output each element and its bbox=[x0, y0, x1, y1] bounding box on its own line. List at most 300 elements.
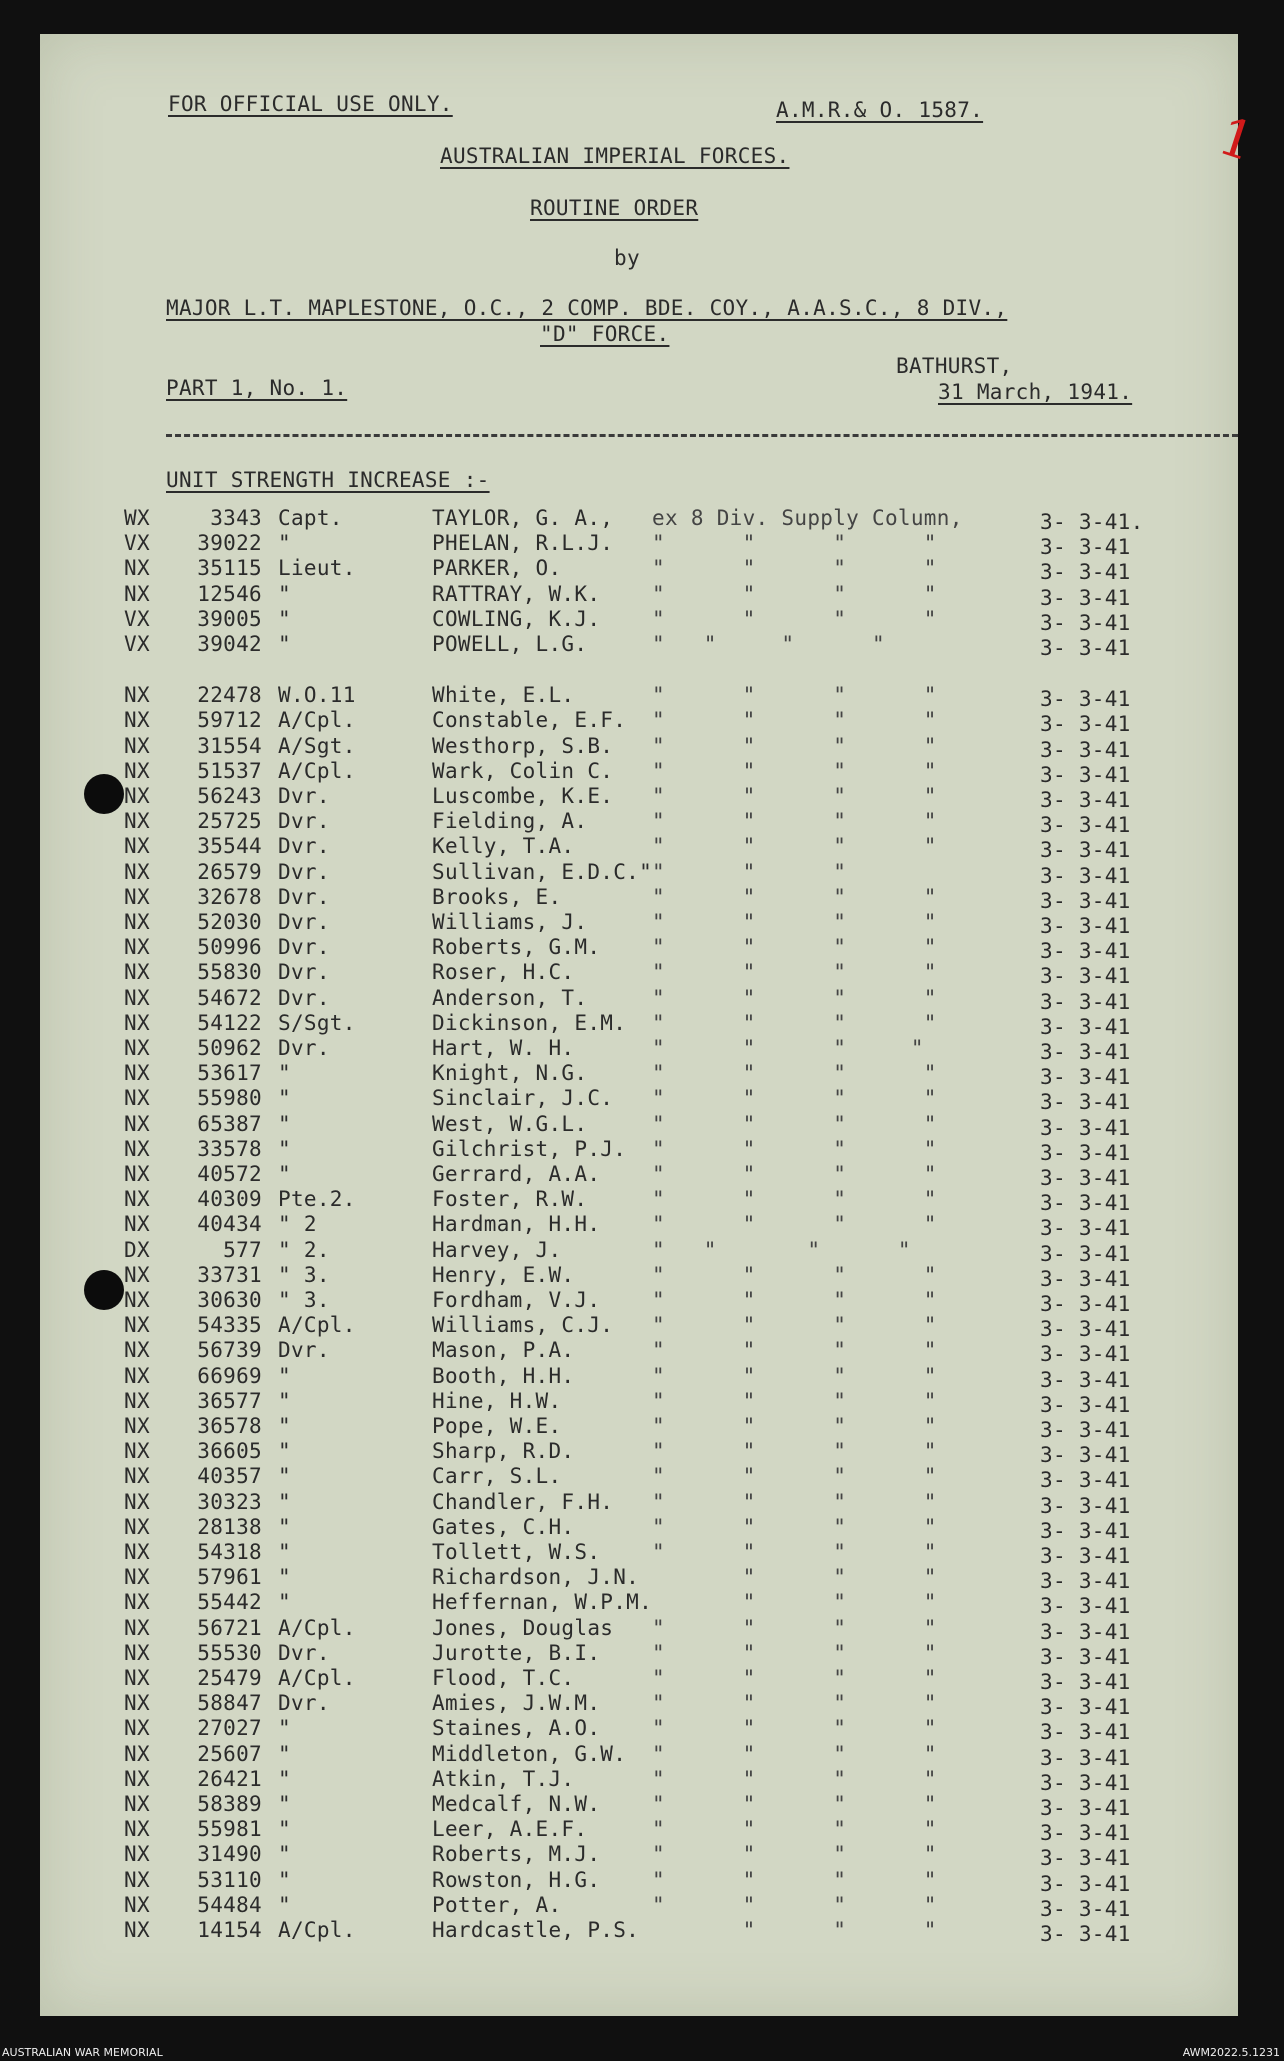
cell-remark: " " " " bbox=[652, 1817, 937, 1841]
cell-number: 35544 bbox=[197, 834, 262, 858]
cell-name: Brooks, E. bbox=[432, 885, 562, 909]
cell-rank: " 2. bbox=[278, 1238, 330, 1262]
cell-number: 54122 bbox=[197, 1011, 262, 1035]
cell-remark: " " " " bbox=[652, 1389, 937, 1413]
cell-rank: " bbox=[278, 531, 291, 555]
cell-date: 3- 3-41 bbox=[1040, 1393, 1131, 1417]
cell-remark: " " " " bbox=[652, 1490, 937, 1514]
cell-remark: " " " " bbox=[652, 683, 937, 707]
cell-date: 3- 3-41 bbox=[1040, 1065, 1131, 1089]
cell-date: 3- 3-41 bbox=[1040, 1242, 1131, 1266]
cell-rank: " bbox=[278, 1364, 291, 1388]
cell-remark: " " " " bbox=[652, 1767, 937, 1791]
cell-date: 3- 3-41 bbox=[1040, 838, 1131, 862]
cell-prefix: NX bbox=[124, 708, 150, 732]
cell-remark: " " " " bbox=[652, 1540, 937, 1564]
cell-rank: " 3. bbox=[278, 1263, 330, 1287]
cell-prefix: NX bbox=[124, 1414, 150, 1438]
cell-rank: " bbox=[278, 1464, 291, 1488]
cell-rank: " bbox=[278, 1767, 291, 1791]
cell-prefix: NX bbox=[124, 759, 150, 783]
cell-rank: " bbox=[278, 1540, 291, 1564]
cell-rank: A/Sgt. bbox=[278, 734, 356, 758]
cell-name: Sullivan, E.D.C." bbox=[432, 860, 653, 884]
cell-date: 3- 3-41 bbox=[1040, 1695, 1131, 1719]
cell-date: 3- 3-41 bbox=[1040, 964, 1131, 988]
cell-remark: " " " " bbox=[652, 1439, 937, 1463]
cell-rank: " bbox=[278, 1490, 291, 1514]
cell-date: 3- 3-41 bbox=[1040, 636, 1131, 660]
cell-name: Gates, C.H. bbox=[432, 1515, 575, 1539]
cell-number: 66969 bbox=[197, 1364, 262, 1388]
cell-rank: W.O.11 bbox=[278, 683, 356, 707]
cell-rank: " bbox=[278, 1389, 291, 1413]
cell-name: Fielding, A. bbox=[432, 809, 588, 833]
cell-remark: ex 8 Div. Supply Column, bbox=[652, 506, 963, 530]
cell-remark: " " " " bbox=[652, 1792, 937, 1816]
cell-date: 3- 3-41 bbox=[1040, 1141, 1131, 1165]
cell-number: 36577 bbox=[197, 1389, 262, 1413]
cell-remark: " " " " bbox=[652, 1666, 937, 1690]
part-number: PART 1, No. 1. bbox=[166, 376, 348, 400]
cell-remark: " " " " bbox=[652, 607, 937, 631]
cell-date: 3- 3-41 bbox=[1040, 1267, 1131, 1291]
cell-date: 3- 3-41 bbox=[1040, 1317, 1131, 1341]
cell-prefix: NX bbox=[124, 1187, 150, 1211]
cell-name: Mason, P.A. bbox=[432, 1338, 575, 1362]
cell-name: Chandler, F.H. bbox=[432, 1490, 614, 1514]
cell-date: 3- 3-41 bbox=[1040, 1821, 1131, 1845]
cell-prefix: NX bbox=[124, 1767, 150, 1791]
cell-name: Roberts, G.M. bbox=[432, 935, 601, 959]
cell-rank: " 2 bbox=[278, 1212, 317, 1236]
cell-date: 3- 3-41 bbox=[1040, 1292, 1131, 1316]
cell-remark: " " " " bbox=[652, 1112, 937, 1136]
cell-rank: A/Cpl. bbox=[278, 759, 356, 783]
cell-number: 32678 bbox=[197, 885, 262, 909]
cell-number: 39042 bbox=[197, 632, 262, 656]
cell-remark: " " " " bbox=[652, 1691, 937, 1715]
cell-rank: A/Cpl. bbox=[278, 1616, 356, 1640]
cell-number: 57961 bbox=[197, 1565, 262, 1589]
cell-rank: " bbox=[278, 607, 291, 631]
cell-rank: A/Cpl. bbox=[278, 1666, 356, 1690]
cell-name: Rowston, H.G. bbox=[432, 1868, 601, 1892]
cell-number: 40357 bbox=[197, 1464, 262, 1488]
by-label: by bbox=[614, 246, 640, 270]
cell-rank: Dvr. bbox=[278, 885, 330, 909]
cell-name: Harvey, J. bbox=[432, 1238, 562, 1262]
cell-number: 58389 bbox=[197, 1792, 262, 1816]
cell-prefix: NX bbox=[124, 556, 150, 580]
cell-prefix: NX bbox=[124, 582, 150, 606]
cell-date: 3- 3-41 bbox=[1040, 813, 1131, 837]
cell-number: 40434 bbox=[197, 1212, 262, 1236]
cell-remark: " " " " bbox=[652, 708, 937, 732]
cell-rank: " bbox=[278, 1842, 291, 1866]
cell-rank: " bbox=[278, 1792, 291, 1816]
cell-date: 3- 3-41 bbox=[1040, 1872, 1131, 1896]
cell-rank: " bbox=[278, 1590, 291, 1614]
section-title bbox=[166, 468, 490, 492]
cell-name: Gilchrist, P.J. bbox=[432, 1137, 627, 1161]
cell-number: 50962 bbox=[197, 1036, 262, 1060]
cell-date: 3- 3-41 bbox=[1040, 864, 1131, 888]
cell-number: 36578 bbox=[197, 1414, 262, 1438]
archive-credit: AUSTRALIAN WAR MEMORIAL bbox=[2, 2046, 163, 2059]
cell-date: 3- 3-41 bbox=[1040, 1771, 1131, 1795]
cell-prefix: NX bbox=[124, 1490, 150, 1514]
cell-remark: " " " " bbox=[652, 1036, 924, 1060]
item-identifier: AWM2022.5.1231 bbox=[1182, 2046, 1280, 2059]
issuer-line-1: MAJOR L.T. MAPLESTONE, O.C., 2 COMP. BDE. COY., A.A.S.C., 8 DIV., bbox=[166, 296, 1008, 320]
cell-name: RATTRAY, W.K. bbox=[432, 582, 601, 606]
cell-number: 54335 bbox=[197, 1313, 262, 1337]
cell-prefix: NX bbox=[124, 1086, 150, 1110]
cell-number: 25479 bbox=[197, 1666, 262, 1690]
cell-remark: " " " " bbox=[652, 1086, 937, 1110]
dashed-separator bbox=[166, 434, 1238, 437]
cell-name: COWLING, K.J. bbox=[432, 607, 601, 631]
cell-prefix: NX bbox=[124, 1842, 150, 1866]
cell-date: 3- 3-41 bbox=[1040, 763, 1131, 787]
cell-number: 40572 bbox=[197, 1162, 262, 1186]
cell-rank: " bbox=[278, 1439, 291, 1463]
cell-name: Heffernan, W.P.M. bbox=[432, 1590, 653, 1614]
cell-prefix: NX bbox=[124, 1036, 150, 1060]
cell-remark: " " " " bbox=[652, 632, 885, 656]
cell-rank: " bbox=[278, 1742, 291, 1766]
cell-date: 3- 3-41 bbox=[1040, 687, 1131, 711]
cell-remark: " " " " bbox=[652, 759, 937, 783]
cell-name: Westhorp, S.B. bbox=[432, 734, 614, 758]
cell-remark: " " " " bbox=[652, 734, 937, 758]
cell-remark: " " " " bbox=[652, 986, 937, 1010]
cell-rank: " bbox=[278, 1893, 291, 1917]
cell-number: 27027 bbox=[197, 1716, 262, 1740]
cell-prefix: NX bbox=[124, 885, 150, 909]
cell-date: 3- 3-41 bbox=[1040, 1494, 1131, 1518]
cell-number: 55980 bbox=[197, 1086, 262, 1110]
cell-date: 3- 3-41 bbox=[1040, 1620, 1131, 1644]
cell-date: 3- 3-41 bbox=[1040, 1897, 1131, 1921]
cell-rank: Dvr. bbox=[278, 960, 330, 984]
cell-prefix: VX bbox=[124, 607, 150, 631]
cell-number: 53110 bbox=[197, 1868, 262, 1892]
cell-date: 3- 3-41 bbox=[1040, 1519, 1131, 1543]
cell-remark: " " " " bbox=[652, 1313, 937, 1337]
cell-prefix: NX bbox=[124, 986, 150, 1010]
cell-remark: " " " " bbox=[652, 1716, 937, 1740]
cell-remark: " " " " bbox=[652, 809, 937, 833]
cell-rank: Dvr. bbox=[278, 1641, 330, 1665]
cell-name: Roberts, M.J. bbox=[432, 1842, 601, 1866]
cell-prefix: NX bbox=[124, 1464, 150, 1488]
cell-name: Sharp, R.D. bbox=[432, 1439, 575, 1463]
cell-name: Jones, Douglas bbox=[432, 1616, 614, 1640]
cell-prefix: NX bbox=[124, 1616, 150, 1640]
cell-date: 3- 3-41 bbox=[1040, 1720, 1131, 1744]
cell-number: 30630 bbox=[197, 1288, 262, 1312]
cell-date: 3- 3-41 bbox=[1040, 1368, 1131, 1392]
cell-rank: " bbox=[278, 1061, 291, 1085]
cell-date: 3- 3-41 bbox=[1040, 1443, 1131, 1467]
cell-rank: Dvr. bbox=[278, 986, 330, 1010]
cell-remark: " " " " bbox=[652, 910, 937, 934]
cell-prefix: NX bbox=[124, 834, 150, 858]
cell-prefix: NX bbox=[124, 910, 150, 934]
cell-rank: " bbox=[278, 1414, 291, 1438]
cell-prefix: NX bbox=[124, 1338, 150, 1362]
cell-name: Hine, H.W. bbox=[432, 1389, 562, 1413]
cell-remark: " " " " bbox=[652, 1364, 937, 1388]
cell-remark: " " " bbox=[652, 1918, 937, 1942]
cell-rank: Dvr. bbox=[278, 860, 330, 884]
section-title-text: UNIT STRENGTH INCREASE :- bbox=[166, 468, 490, 492]
cell-name: Constable, E.F. bbox=[432, 708, 627, 732]
cell-number: 25725 bbox=[197, 809, 262, 833]
cell-name: Carr, S.L. bbox=[432, 1464, 562, 1488]
cell-name: Williams, C.J. bbox=[432, 1313, 614, 1337]
cell-number: 36605 bbox=[197, 1439, 262, 1463]
cell-remark: " " " " bbox=[652, 1515, 937, 1539]
cell-prefix: NX bbox=[124, 784, 150, 808]
cell-prefix: NX bbox=[124, 1742, 150, 1766]
cell-remark: " " " " bbox=[652, 834, 937, 858]
cell-number: 31490 bbox=[197, 1842, 262, 1866]
cell-remark: " " " " bbox=[652, 556, 937, 580]
cell-number: 28138 bbox=[197, 1515, 262, 1539]
cell-date: 3- 3-41 bbox=[1040, 1040, 1131, 1064]
cell-rank: " bbox=[278, 1868, 291, 1892]
cell-prefix: VX bbox=[124, 632, 150, 656]
cell-prefix: NX bbox=[124, 1137, 150, 1161]
cell-remark: " " " " bbox=[652, 1893, 937, 1917]
cell-rank: Dvr. bbox=[278, 910, 330, 934]
cell-rank: Dvr. bbox=[278, 784, 330, 808]
cell-name: PHELAN, R.L.J. bbox=[432, 531, 614, 555]
cell-name: Wark, Colin C. bbox=[432, 759, 614, 783]
reference-number: A.M.R.& O. 1587. bbox=[776, 98, 984, 122]
cell-name: POWELL, L.G. bbox=[432, 632, 588, 656]
cell-rank: " bbox=[278, 1565, 291, 1589]
cell-date: 3- 3-41 bbox=[1040, 586, 1131, 610]
issuer-line-2: "D" FORCE. bbox=[540, 322, 670, 346]
cell-name: Sinclair, J.C. bbox=[432, 1086, 614, 1110]
cell-number: 40309 bbox=[197, 1187, 262, 1211]
cell-number: 3343 bbox=[210, 506, 262, 530]
cell-name: Williams, J. bbox=[432, 910, 588, 934]
cell-name: Richardson, J.N. bbox=[432, 1565, 640, 1589]
cell-name: Jurotte, B.I. bbox=[432, 1641, 601, 1665]
cell-rank: " bbox=[278, 582, 291, 606]
cell-date: 3- 3-41 bbox=[1040, 1746, 1131, 1770]
cell-prefix: NX bbox=[124, 960, 150, 984]
place-label: BATHURST, bbox=[896, 354, 1013, 378]
cell-date: 3- 3-41 bbox=[1040, 939, 1131, 963]
cell-number: 58847 bbox=[197, 1691, 262, 1715]
cell-remark: " " " " bbox=[652, 1616, 937, 1640]
cell-prefix: NX bbox=[124, 1288, 150, 1312]
cell-remark: " " " " bbox=[652, 784, 937, 808]
cell-rank: Dvr. bbox=[278, 935, 330, 959]
cell-number: 35115 bbox=[197, 556, 262, 580]
cell-prefix: NX bbox=[124, 935, 150, 959]
cell-name: Flood, T.C. bbox=[432, 1666, 575, 1690]
cell-prefix: NX bbox=[124, 1263, 150, 1287]
cell-number: 50996 bbox=[197, 935, 262, 959]
document-type-heading: ROUTINE ORDER bbox=[530, 196, 699, 220]
cell-remark: " " " " bbox=[652, 1187, 937, 1211]
cell-date: 3- 3-41 bbox=[1040, 1418, 1131, 1442]
cell-date: 3- 3-41 bbox=[1040, 1116, 1131, 1140]
cell-date: 3- 3-41 bbox=[1040, 611, 1131, 635]
cell-prefix: NX bbox=[124, 1590, 150, 1614]
cell-rank: " bbox=[278, 632, 291, 656]
cell-name: TAYLOR, G. A., bbox=[432, 506, 614, 530]
cell-prefix: NX bbox=[124, 1515, 150, 1539]
cell-prefix: WX bbox=[124, 506, 150, 530]
cell-name: Knight, N.G. bbox=[432, 1061, 588, 1085]
cell-prefix: NX bbox=[124, 1112, 150, 1136]
cell-date: 3- 3-41 bbox=[1040, 535, 1131, 559]
cell-name: PARKER, O. bbox=[432, 556, 562, 580]
cell-number: 54318 bbox=[197, 1540, 262, 1564]
cell-date: 3- 3-41 bbox=[1040, 1216, 1131, 1240]
folio-number: 1 bbox=[1211, 106, 1262, 174]
cell-prefix: VX bbox=[124, 531, 150, 555]
cell-rank: Pte.2. bbox=[278, 1187, 356, 1211]
cell-date: 3- 3-41 bbox=[1040, 1922, 1131, 1946]
cell-name: Atkin, T.J. bbox=[432, 1767, 575, 1791]
cell-prefix: NX bbox=[124, 1691, 150, 1715]
cell-prefix: NX bbox=[124, 1893, 150, 1917]
cell-name: Hardman, H.H. bbox=[432, 1212, 601, 1236]
cell-name: Hardcastle, P.S. bbox=[432, 1918, 640, 1942]
cell-number: 54672 bbox=[197, 986, 262, 1010]
cell-rank: " bbox=[278, 1086, 291, 1110]
cell-prefix: NX bbox=[124, 1666, 150, 1690]
cell-remark: " " " " bbox=[652, 1414, 937, 1438]
cell-remark: " " " " bbox=[652, 1842, 937, 1866]
cell-number: 55530 bbox=[197, 1641, 262, 1665]
cell-number: 33578 bbox=[197, 1137, 262, 1161]
cell-remark: " " " bbox=[652, 860, 847, 884]
cell-date: 3- 3-41 bbox=[1040, 1645, 1131, 1669]
cell-number: 22478 bbox=[197, 683, 262, 707]
cell-number: 52030 bbox=[197, 910, 262, 934]
cell-number: 55442 bbox=[197, 1590, 262, 1614]
cell-rank: " bbox=[278, 1162, 291, 1186]
cell-remark: " " " " bbox=[652, 1212, 937, 1236]
cell-date: 3- 3-41 bbox=[1040, 1342, 1131, 1366]
cell-name: Pope, W.E. bbox=[432, 1414, 562, 1438]
cell-prefix: NX bbox=[124, 683, 150, 707]
cell-date: 3- 3-41 bbox=[1040, 1015, 1131, 1039]
classification-label: FOR OFFICIAL USE ONLY. bbox=[168, 92, 453, 116]
cell-name: West, W.G.L. bbox=[432, 1112, 588, 1136]
cell-number: 33731 bbox=[197, 1263, 262, 1287]
cell-prefix: NX bbox=[124, 1817, 150, 1841]
cell-name: Middleton, G.W. bbox=[432, 1742, 627, 1766]
cell-number: 31554 bbox=[197, 734, 262, 758]
cell-date: 3- 3-41 bbox=[1040, 1569, 1131, 1593]
cell-prefix: NX bbox=[124, 1389, 150, 1413]
cell-name: White, E.L. bbox=[432, 683, 575, 707]
cell-date: 3- 3-41 bbox=[1040, 1090, 1131, 1114]
cell-remark: " " " " bbox=[652, 1338, 937, 1362]
cell-number: 55981 bbox=[197, 1817, 262, 1841]
cell-rank: A/Cpl. bbox=[278, 1313, 356, 1337]
force-heading: AUSTRALIAN IMPERIAL FORCES. bbox=[440, 144, 790, 168]
cell-name: Gerrard, A.A. bbox=[432, 1162, 601, 1186]
cell-remark: " " " " bbox=[652, 1263, 937, 1287]
cell-prefix: NX bbox=[124, 1565, 150, 1589]
cell-number: 25607 bbox=[197, 1742, 262, 1766]
cell-remark: " " " " bbox=[652, 1288, 937, 1312]
cell-date: 3- 3-41. bbox=[1040, 510, 1144, 534]
cell-prefix: NX bbox=[124, 1918, 150, 1942]
cell-rank: Dvr. bbox=[278, 1338, 330, 1362]
cell-prefix: NX bbox=[124, 1011, 150, 1035]
cell-rank: " bbox=[278, 1817, 291, 1841]
cell-rank: " bbox=[278, 1716, 291, 1740]
cell-date: 3- 3-41 bbox=[1040, 560, 1131, 584]
cell-rank: " 3. bbox=[278, 1288, 330, 1312]
cell-rank: A/Cpl. bbox=[278, 708, 356, 732]
cell-date: 3- 3-41 bbox=[1040, 1594, 1131, 1618]
cell-name: Leer, A.E.F. bbox=[432, 1817, 588, 1841]
punch-hole bbox=[84, 1270, 124, 1310]
cell-name: Roser, H.C. bbox=[432, 960, 575, 984]
cell-date: 3- 3-41 bbox=[1040, 738, 1131, 762]
cell-prefix: NX bbox=[124, 1868, 150, 1892]
cell-date: 3- 3-41 bbox=[1040, 990, 1131, 1014]
order-date: 31 March, 1941. bbox=[938, 380, 1133, 404]
cell-rank: S/Sgt. bbox=[278, 1011, 356, 1035]
cell-remark: " " " " bbox=[652, 935, 937, 959]
cell-name: Potter, A. bbox=[432, 1893, 562, 1917]
cell-number: 55830 bbox=[197, 960, 262, 984]
cell-date: 3- 3-41 bbox=[1040, 889, 1131, 913]
cell-number: 39005 bbox=[197, 607, 262, 631]
cell-number: 59712 bbox=[197, 708, 262, 732]
cell-number: 26579 bbox=[197, 860, 262, 884]
cell-remark: " " " bbox=[652, 1565, 937, 1589]
cell-rank: Dvr. bbox=[278, 1036, 330, 1060]
cell-rank: Dvr. bbox=[278, 834, 330, 858]
cell-prefix: DX bbox=[124, 1238, 150, 1262]
cell-number: 30323 bbox=[197, 1490, 262, 1514]
cell-remark: " " " bbox=[652, 1590, 937, 1614]
cell-remark: " " " " bbox=[652, 1061, 937, 1085]
cell-prefix: NX bbox=[124, 1061, 150, 1085]
cell-remark: " " " " bbox=[652, 1641, 937, 1665]
cell-remark: " " " " bbox=[652, 1137, 937, 1161]
punch-hole bbox=[84, 774, 124, 814]
cell-name: Fordham, V.J. bbox=[432, 1288, 601, 1312]
cell-prefix: NX bbox=[124, 734, 150, 758]
cell-date: 3- 3-41 bbox=[1040, 1796, 1131, 1820]
cell-number: 26421 bbox=[197, 1767, 262, 1791]
cell-date: 3- 3-41 bbox=[1040, 1544, 1131, 1568]
cell-prefix: NX bbox=[124, 1641, 150, 1665]
cell-date: 3- 3-41 bbox=[1040, 1191, 1131, 1215]
cell-remark: " " " " bbox=[652, 1464, 937, 1488]
cell-name: Foster, R.W. bbox=[432, 1187, 588, 1211]
cell-rank: Capt. bbox=[278, 506, 343, 530]
cell-name: Tollett, W.S. bbox=[432, 1540, 601, 1564]
